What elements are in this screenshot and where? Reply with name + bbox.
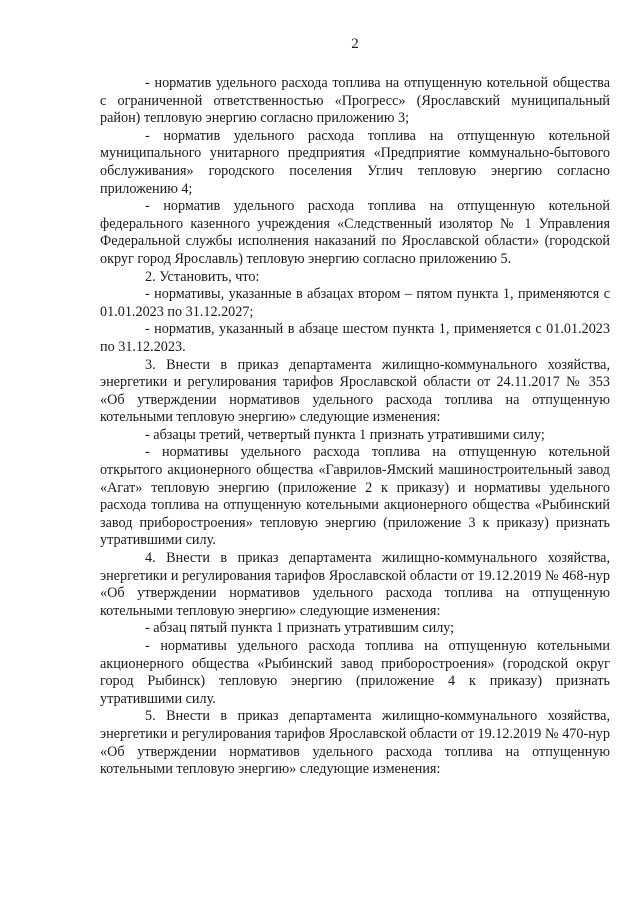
paragraph-item-4: 4. Внести в приказ департамента жилищно-коммунального хозяйства, энергетики и регулирования тарифов Ярославской области от 19.12.2019 № 468-нур «Об утверждении нормативов удельного расхода топлива на отпущенную котельными тепловую энергию» следующие изменения: bbox=[100, 550, 610, 619]
paragraph-item-2: 2. Установить, что: bbox=[145, 268, 260, 285]
paragraph-item-2-second: - норматив, указанный в абзаце шестом пункта 1, применяется с 01.01.2023 по 31.12.2023. bbox=[100, 321, 610, 355]
paragraph-item-3-first: - абзацы третий, четвертый пункта 1 признать утратившими силу; bbox=[145, 426, 545, 443]
page-number: 2 bbox=[351, 36, 359, 52]
paragraph-item-5: 5. Внести в приказ департамента жилищно-коммунального хозяйства, энергетики и регулирования тарифов Ярославской области от 19.12.2019 № 470-нур «Об утверждении нормативов удельного расхода топлива на отпущенную котельными тепловую энергию» следующие изменения: bbox=[100, 708, 610, 778]
paragraph-item-3: 3. Внести в приказ департамента жилищно-коммунального хозяйства, энергетики и регулирования тарифов Ярославской области от 24.11.2017 № 353 «Об утверждении нормативов удельного расхода топлива на отпущенную котельными тепловую энергию» следующие изменения: bbox=[100, 356, 610, 426]
paragraph-item-4-second: - нормативы удельного расхода топлива на отпущенную котельными акционерного общества «Рыбинский завод приборостроения» (городской округ город Рыбинск) тепловую энергию (приложение 4 к приказу) признать утратившими силу. bbox=[100, 638, 610, 707]
paragraph-norm-sizo: - норматив удельного расхода топлива на отпущенную котельной федерального казенного учреждения «Следственный изолятор № 1 Управления Федеральной службы исполнения наказаний по Ярославской области» (городской округ город Ярославль) тепловую энергию согласно приложению 5. bbox=[100, 198, 610, 267]
paragraph-item-4-first: - абзац пятый пункта 1 признать утратившим силу; bbox=[145, 620, 455, 637]
paragraph-norm-uglich: - норматив удельного расхода топлива на отпущенную котельной муниципального унитарного предприятия «Предприятие коммунально-бытового обслуживания» городского поселения Углич тепловую энергию согласно приложению 4; bbox=[100, 127, 610, 197]
paragraph-norm-progress: - норматив удельного расхода топлива на отпущенную котельной общества с ограниченной ответственностью «Прогресс» (Ярославский муниципальный район) тепловую энергию согласно приложению 3; bbox=[100, 75, 610, 127]
paragraph-item-3-second: - нормативы удельного расхода топлива на отпущенную котельной открытого акционерного общества «Гаврилов-Ямский машиностроительный завод «Агат» тепловую энергию (приложение 2 к приказу) и нормативы удельного расхода топлива на отпущенную котельными акционерного общества «Рыбинский завод приборостроения» тепловую энергию (приложение 3 к приказу) признать утратившими силу. bbox=[100, 444, 610, 549]
paragraph-item-2-first: - нормативы, указанные в абзацах втором – пятом пункта 1, применяются с 01.01.2023 по 31.12.2027; bbox=[100, 286, 610, 320]
document-body bbox=[100, 75, 610, 779]
